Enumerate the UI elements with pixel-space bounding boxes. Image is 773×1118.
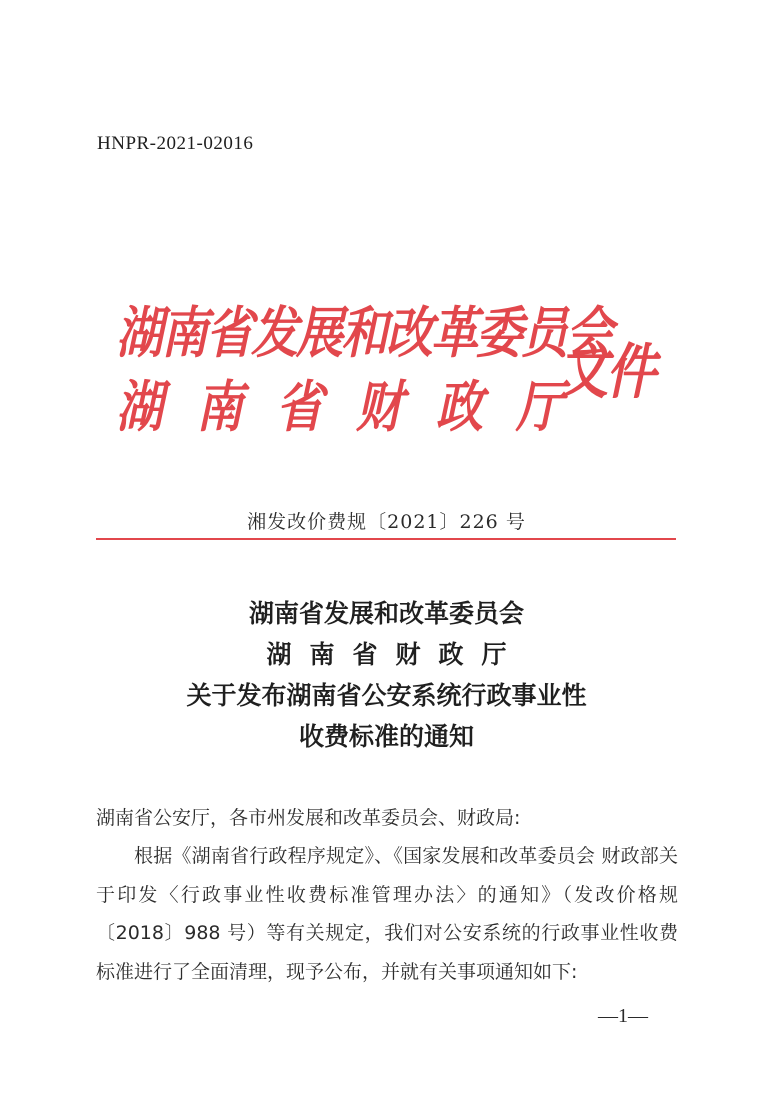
salutation: 湖南省公安厅，各市州发展和改革委员会、财政局: <box>96 807 521 829</box>
red-header-issuer-2 <box>116 375 596 441</box>
red-header-char: 政 <box>436 375 483 441</box>
red-header-char: 省 <box>276 375 323 441</box>
red-header-char: 财 <box>356 375 403 441</box>
document-body <box>96 799 678 991</box>
red-header-issuer-1: 湖南省发展和改革委员会 <box>116 301 611 367</box>
red-header-suffix: 文件 <box>558 336 654 407</box>
red-header-char: 湖 <box>116 375 163 441</box>
red-header-char: 厅 <box>516 375 563 441</box>
page-number: —1— <box>598 1005 648 1027</box>
red-header-char: 南 <box>196 375 243 441</box>
body-paragraph: 根据《湖南省行政程序规定》、《国家发展和改革委员会 财政部关于印发〈行政事业性收费标准管理办法〉的通知》（发改价格规〔2018〕988 号）等有关规定，我们对公安系统的行政事业性收费标准进行了全面清理，现予公布，并就有关事项通知如下: <box>96 845 678 983</box>
title-line: 湖南省财政厅 <box>266 640 525 669</box>
title-line: 湖南省发展和改革委员会 <box>248 599 524 628</box>
title-line: 关于发布湖南省公安系统行政事业性 <box>186 681 587 710</box>
red-divider <box>96 538 676 540</box>
title-line: 收费标准的通知 <box>298 722 474 751</box>
document-number: 湘发改价费规〔2021〕226 号 <box>247 511 526 533</box>
document-title <box>0 593 773 757</box>
document-code: HNPR-2021-02016 <box>97 133 254 154</box>
